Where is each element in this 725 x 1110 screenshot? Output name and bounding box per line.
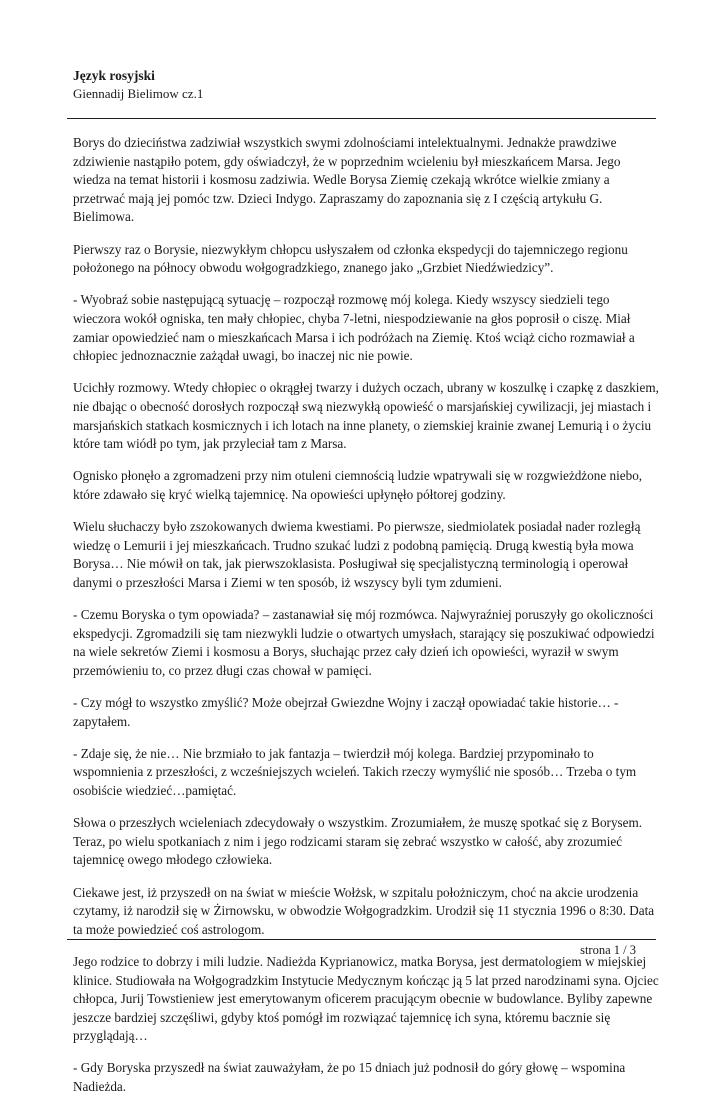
footer-divider bbox=[67, 939, 656, 940]
paragraph: Pierwszy raz o Borysie, niezwykłym chłopcu usłyszałem od członka ekspedycji do tajemniczego regionu położonego na północy obwodu wołgogradzkiego, znanego jako „Grzbiet Niedźwiedzicy”. bbox=[73, 241, 628, 276]
paragraph: Ognisko płonęło a zgromadzeni przy nim otuleni ciemnością ludzie wpatrywali się w rozgwieżdżone niebo, które zdawało się kryć wielką tajemnicę. Na opowieści upłynęło półtorej godziny. bbox=[73, 468, 643, 502]
paragraph: - Czy mógł to wszystko zmyślić? Może obejrzał Gwiezdne Wojny i zaczął opowiadać takie historie… - zapytałem. bbox=[73, 695, 619, 729]
document-title: Język rosyjski bbox=[73, 68, 155, 83]
page-number: strona 1 / 3 bbox=[580, 943, 636, 957]
paragraph: Wielu słuchaczy było zszokowanych dwiema kwestiami. Po pierwsze, siedmiolatek posiadał nader rozległą wiedzę o Lemurii i jej mieszkańcach. Trudno szukać ludzi z podobną pamięcią. Drugą kwestią była mowa Borysa… Nie mówił on tak, jak pierwszoklasista. Posługiwał się specjalistyczną terminologią i operował danymi o przeszłości Marsa i Ziemi w ten sposób, iż wszyscy byli tym zdumieni. bbox=[73, 519, 641, 590]
paragraph: - Wyobraź sobie następującą sytuację – rozpoczął rozmowę mój kolega. Kiedy wszyscy siedzieli tego wieczora wokół ogniska, ten mały chłopiec, chyba 7-letni, niespodziewanie na głos poprosił o ciszę. Miał zamiar opowiedzieć nam o mieszkańcach Marsa i ich podróżach na Ziemię. Ktoś wciąż cicho rozmawiał a chłopiec jednoznacznie zażądał uwagi, bo inaczej nic nie powie. bbox=[73, 292, 635, 364]
paragraph: Słowa o przeszłych wcieleniach zdecydowały o wszystkim. Zrozumiałem, że muszę spotkać się z Borysem. Teraz, po wielu spotkaniach z nim i jego rodzicami staram się zebrać wszystko w całość, aby zrozumieć tajemnicę owego młodego człowieka. bbox=[73, 815, 643, 868]
paragraph: - Gdy Boryska przyszedł na świat zauważyłam, że po 15 dniach już podnosił do góry głowę – wspomina Nadieżda. bbox=[73, 1060, 626, 1095]
paragraph: Jego rodzice to dobrzy i mili ludzie. Nadieżda Kyprianowicz, matka Borysa, jest dermatologiem w miejskiej klinice. Studiowała na Wołgogradzkim Instytucie Medycznym kończąc ją 5 lat przed narodzinami syna. Ojciec chłopca, Jurij Towstieniew jest emerytowanym oficerem pracującym obecnie w budowlance. Byliby zapewne jeszcze bardziej szczęśliwi, gdyby ktoś pomógł im rozwiązać tajemnicę ich syna, któremu bacznie się przyglądają… bbox=[73, 953, 659, 1044]
paragraph: Borys do dzieciństwa zadziwiał wszystkich swymi zdolnościami intelektualnymi. Jednakże prawdziwe zdziwienie nastąpiło potem, gdy oświadczył, że w poprzednim wcieleniu był mieszkańcem Marsa. Jego wiedza na temat historii i kosmosu zadziwia. Wedle Borysa Ziemię czekają wkrótce wielkie zmiany a przetrwać mają jej pomóc tzw. Dzieci Indygo. Zapraszamy do zapoznania się z I częścią artykułu G. Bielimowa. bbox=[73, 135, 621, 225]
document-header bbox=[73, 67, 663, 102]
paragraph: - Zdaje się, że nie… Nie brzmiało to jak fantazja – twierdził mój kolega. Bardziej przypominało to wspomnienia z przeszłości, z wcześniejszych wcieleń. Takich rzeczy wymyślić nie sposób… Trzeba o tym osobiście wiedzieć…pamiętać. bbox=[73, 745, 637, 798]
header-divider bbox=[67, 118, 656, 119]
article-body bbox=[73, 134, 659, 1110]
paragraph: Ciekawe jest, iż przyszedł on na świat w mieście Wołżsk, w szpitalu położniczym, choć na akcie urodzenia czytamy, iż narodził się w Żirnowsku, w obwodzie Wołgogradzkim. Urodził się 11 stycznia 1996 o 8:30. Data ta może powiedzieć coś astrologom. bbox=[73, 884, 655, 937]
paragraph: - Czemu Boryska o tym opowiada? – zastanawiał się mój rozmówca. Najwyraźniej poruszyły go okoliczności ekspedycji. Zgromadzili się tam niezwykli ludzie o otwartych umysłach, starający się poszukiwać odpowiedzi na wiele sekretów Ziemi i kosmosu a Borys, słuchając przez cały dzień ich opowieści, wyraził w swym przemówieniu to, co przez długi czas chował w pamięci. bbox=[73, 607, 655, 678]
paragraph: Ucichły rozmowy. Wtedy chłopiec o okrągłej twarzy i dużych oczach, ubrany w koszulkę i czapkę z daszkiem, nie dbając o obecność dorosłych rozpoczął swą niezwykłą opowieść o marsjańskiej cywilizacji, jej miastach i marsjańskich statkach kosmicznych i ich lotach na inne planety, o ziemskiej krainie zwanej Lemurią i o życiu które tam wiódł po tym, jak przyleciał tam z Marsa. bbox=[73, 380, 659, 452]
document-subtitle: Giennadij Bielimow cz.1 bbox=[73, 86, 204, 101]
